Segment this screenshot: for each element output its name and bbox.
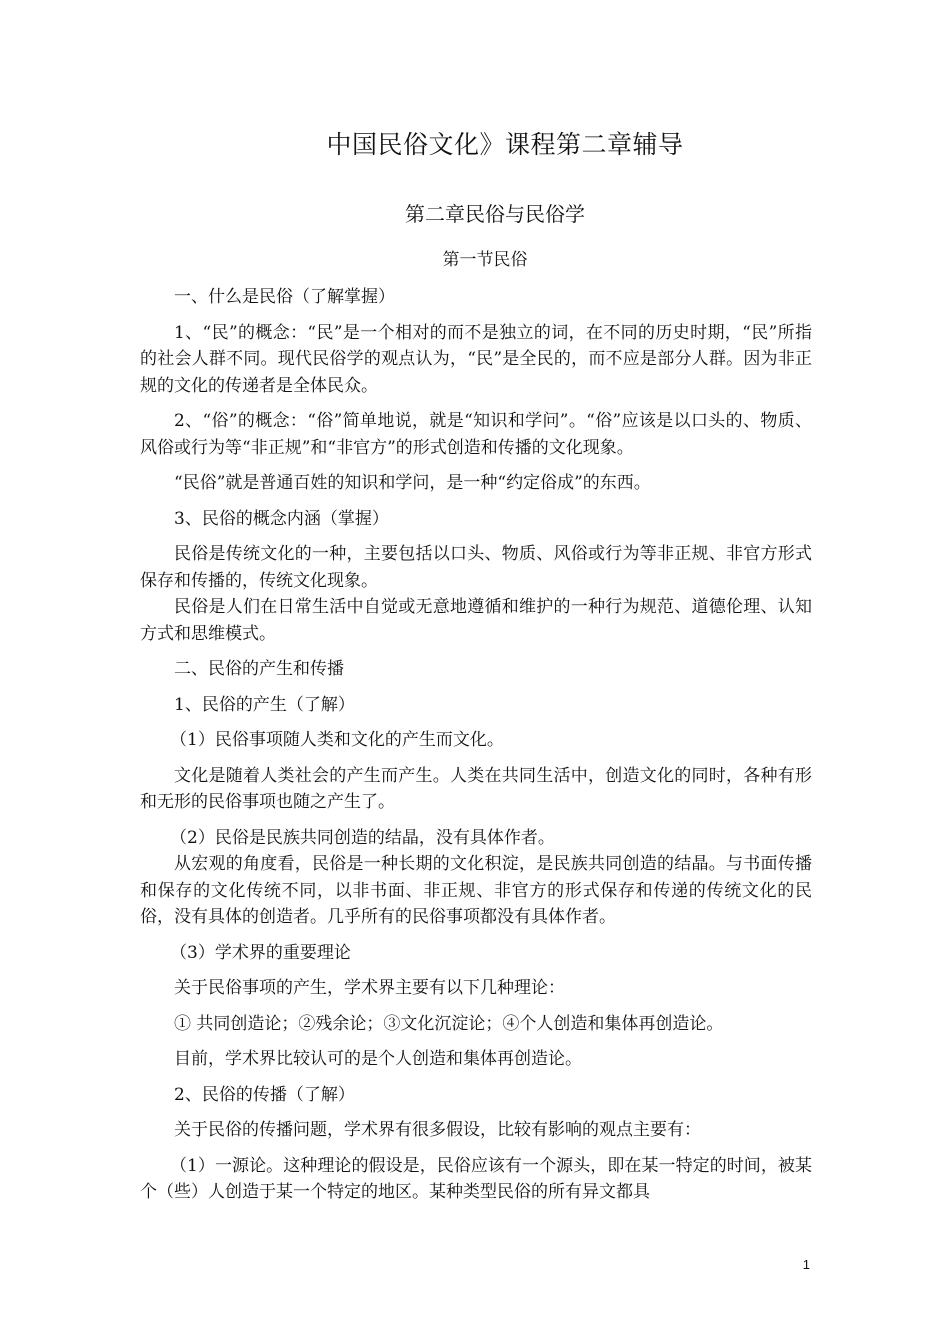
paragraph-origin-1: 文化是随着人类社会的产生而产生。人类在共同生活中，创造文化的同时，各种有形和无形的民俗事项也随之产生了。: [140, 765, 812, 812]
paragraph-connotation-1: 民俗是传统文化的一种，主要包括以口头、物质、风俗或行为等非正规、非官方形式保存和传播的，传统文化现象。: [140, 544, 812, 591]
paragraph-su-concept: 2、“俗”的概念：“俗”简单地说，就是“知识和学问”。“俗”应该是以口头的、物质、风俗或行为等“非正规”和“非官方”的形式创造和传播的文化现象。: [140, 411, 812, 458]
paragraph-origin-2: 从宏观的角度看，民俗是一种长期的文化积淀，是民族共同创造的结晶。与书面传播和保存的文化传统不同，以非书面、非正规、非官方的形式保存和传递的传统文化的民俗，没有具体的创造者。几乎所有的民俗事项都没有具体作者。: [140, 854, 812, 927]
paragraph-monogenesis: （1）一源论。这种理论的假设是，民俗应该有一个源头，即在某一特定的时间，被某个（些）人创造于某一个特定的地区。某种类型民俗的所有异文都具: [140, 1155, 812, 1202]
paragraph-spread-intro: 关于民俗的传播问题，学术界有很多假设，比较有影响的观点主要有：: [174, 1120, 701, 1140]
heading-origin: 1、民俗的产生（了解）: [174, 694, 355, 715]
paragraph-theories-consensus: 目前，学术界比较认可的是个人创造和集体再创造论。: [174, 1049, 582, 1069]
paragraph-theories-list: ① 共同创造论；②残余论；③文化沉淀论；④个人创造和集体再创造论。: [174, 1013, 724, 1034]
paragraph-connotation-2: 民俗是人们在日常生活中自觉或无意地遵循和维护的一种行为规范、道德伦理、认知方式和思维模式。: [140, 597, 812, 644]
paragraph-theories-intro: 关于民俗事项的产生，学术界主要有以下几种理论：: [174, 978, 565, 998]
chapter-title: 第二章民俗与民俗学: [405, 202, 585, 226]
heading-what-is-folklore: 一、什么是民俗（了解掌握）: [174, 287, 395, 307]
heading-concept-connotation: 3、民俗的概念内涵（掌握）: [174, 508, 389, 529]
document-title: 中国民俗文化》课程第二章辅导: [326, 130, 684, 159]
section-title: 第一节民俗: [442, 250, 528, 270]
subheading-origin-2: （2）民俗是民族共同创造的结晶，没有具体作者。: [170, 827, 555, 848]
heading-spread: 2、民俗的传播（了解）: [174, 1084, 355, 1105]
subheading-origin-1: （1）民俗事项随人类和文化的产生而文化。: [170, 730, 504, 750]
paragraph-minsu-definition: “民俗”就是普通百姓的知识和学问，是一种“约定俗成”的东西。: [174, 473, 651, 493]
subheading-origin-3: （3）学术界的重要理论: [170, 942, 351, 963]
paragraph-min-concept: 1、“民”的概念：“民”是一个相对的而不是独立的词，在不同的历史时期，“民”所指的社会人群不同。现代民俗学的观点认为，“民”是全民的，而不应是部分人群。因为非正规的文化的传递者是全体民众。: [140, 322, 812, 396]
document-body: [140, 284, 812, 1215]
heading-origin-and-spread: 二、民俗的产生和传播: [174, 659, 344, 679]
page-number: 1: [802, 1257, 810, 1272]
